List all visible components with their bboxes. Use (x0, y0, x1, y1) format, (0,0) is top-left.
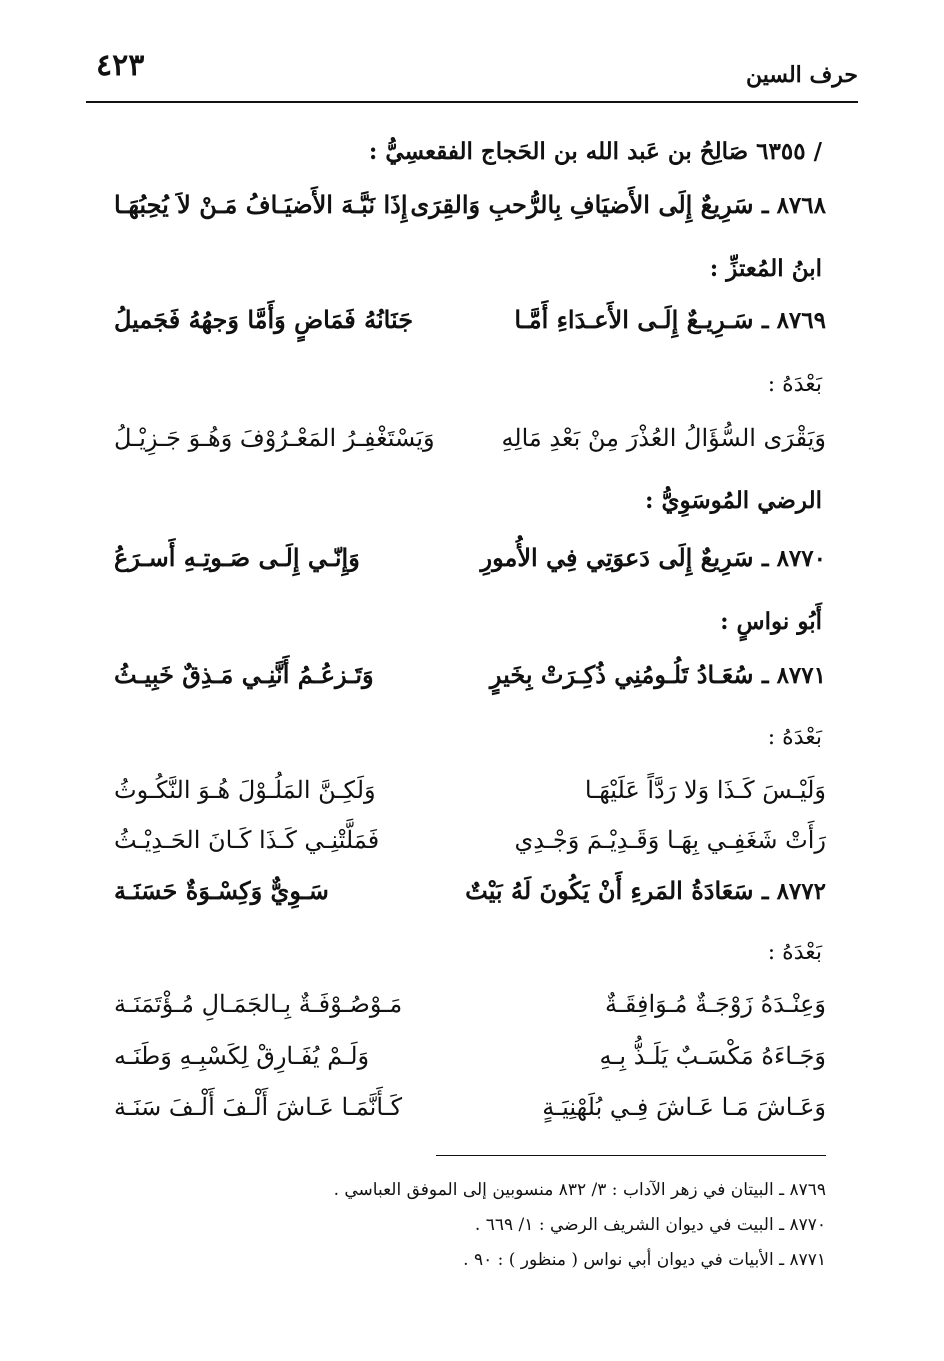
verse-second-hemistich: وَيَسْتَغْفِـرُ المَعْـرُوْفَ وَهُـوَ جَـزِيْـلُ (114, 424, 435, 452)
verse-first-hemistich: وَيَقْرَى السُّؤَالُ العُذْرَ مِنْ بَعْدِ مَالِهِ (501, 424, 826, 452)
verse-first-hemistich: وَعِنْـدَهُ زَوْجَـةٌ مُـوَافِقَـةٌ (605, 990, 826, 1018)
section-title: حرف السين (745, 62, 858, 88)
verse-second-hemistich: وَإِنّـي إِلَـى صَـوتِـهِ أَسـرَعُ (114, 543, 360, 572)
verse-second-hemistich: جَنَانُهُ فَمَاضٍ وَأَمَّا وَجهُهُ فَجَميلُ (114, 305, 414, 334)
poet-heading: / ٦٣٥٥ صَالِحُ بن عَبد الله بن الحَجاج الفقعسِيُّ : (368, 138, 822, 165)
verse-first-hemistich: ٨٧٦٩ ـ سَـرِيـعٌ إِلَـى الأَعـدَاءِ أَمَّـا (514, 305, 826, 334)
footnote: ٨٧٦٩ ـ البيتان في زهر الآداب : ٣/ ٨٣٢ منسوبين إلى الموفق العباسي . (333, 1180, 826, 1200)
poet-heading: الرضي المُوسَوِيُّ : (644, 487, 822, 514)
verse-8772-continuation (114, 990, 826, 1034)
poet-heading: ابنُ المُعتزِّ : (709, 255, 822, 282)
verse-second-hemistich: وَلَـمْ يُفَـارِقْ لِكَسْبِـهِ وَطَنَـه (114, 1042, 370, 1070)
page-number: ٤٢٣ (96, 48, 145, 83)
verse-second-hemistich: وَتَـزعُـمُ أَنَّنِـي مَـذِقٌ خَبِيـثُ (114, 660, 374, 689)
page-header (86, 44, 858, 100)
verse-second-hemistich: سَـوِيٌّ وَكِسْـوَةٌ حَسَنَـة (114, 876, 329, 905)
verse-number: ٨٧٧٠ ـ (761, 545, 826, 572)
footnote: ٨٧٧٠ ـ البيت في ديوان الشريف الرضي : ١/ ٦٦٩ . (474, 1215, 826, 1235)
poet-heading: أَبُو نواسٍ : (720, 608, 822, 635)
verse-second-hemistich: وَلَكِـنَّ المَلُـوْلَ هُـوَ النَّكُـوثُ (114, 776, 376, 804)
footnote: ٨٧٧١ ـ الأبيات في ديوان أبي نواس ( منظور ) : ٩٠ . (463, 1250, 826, 1270)
verse-number: ٨٧٦٩ ـ (761, 307, 826, 334)
verse-8772-continuation (114, 1093, 826, 1137)
after-label: بَعْدَهُ : (767, 372, 822, 397)
verse-second-hemistich: مَـوْصُـوْفَـةٌ بِـالجَمَـالِ مُـؤْتَمَنَـة (114, 990, 403, 1018)
verse-number: ٨٧٧٢ ـ (761, 878, 826, 905)
verse-first-hemistich: وَلَيْـسَ كَـذَا وَلا رَدَّاً عَلَيْهَـا (584, 776, 826, 804)
verse-first-hemistich: ٨٧٧٢ ـ سَعَادَةُ المَرءِ أَنْ يَكُونَ لَهُ بَيْتٌ (465, 876, 826, 905)
verse-first-hemistich: وَجَـاءَهُ مَكْسَـبٌ يَلَـذُّ بِـهِ (599, 1042, 826, 1070)
verse-number: ٨٧٧١ ـ (761, 662, 826, 689)
verse-first-hemistich: وَعَـاشَ مَـا عَـاشَ فِـي بُلَهْنِيَـةٍ (542, 1093, 826, 1121)
header-divider (86, 101, 858, 103)
verse-first-hemistich: ٨٧٧١ ـ سُعَـادُ تَلُـومُنِي ذُكِـرَتْ بِخَيرٍ (489, 660, 826, 689)
verse-8771-continuation (114, 776, 826, 820)
verse-8771-continuation (114, 826, 826, 870)
verse-8768 (114, 190, 826, 234)
verse-first-hemistich: ٨٧٦٨ ـ سَرِيعٌ إِلَى الأَضيَافِ بِالرُّحبِ وَالقِرَى (410, 190, 826, 219)
verse-first-hemistich: ٨٧٧٠ ـ سَرِيعٌ إِلَى دَعوَتِي فِي الأُمورِ (480, 543, 826, 572)
verse-8769 (114, 305, 826, 349)
verse-8772 (114, 876, 826, 920)
verse-8771 (114, 660, 826, 704)
footnote-divider (436, 1155, 826, 1156)
verse-second-hemistich: فَمَلَّتْنِـي كَـذَا كَـانَ الحَـدِيْـثُ (114, 826, 380, 854)
verse-second-hemistich: إِذَا نَبَّـهَ الأَضيَـافُ مَـنْ لاَ يُحِبُهَـا (114, 190, 408, 219)
verse-second-hemistich: كَـأَنَّمَـا عَـاشَ أَلْـفَ أَلْـفَ سَنَـة (114, 1093, 403, 1121)
after-label: بَعْدَهُ : (767, 940, 822, 965)
verse-8770 (114, 543, 826, 587)
verse-first-hemistich: رَأَتْ شَغَفِـي بِهَـا وَقَـدِيْـمَ وَجْـدِي (514, 826, 826, 854)
verse-8772-continuation (114, 1042, 826, 1086)
verse-number: ٨٧٦٨ ـ (761, 192, 826, 219)
after-label: بَعْدَهُ : (767, 725, 822, 750)
verse-8769-continuation (114, 424, 826, 468)
